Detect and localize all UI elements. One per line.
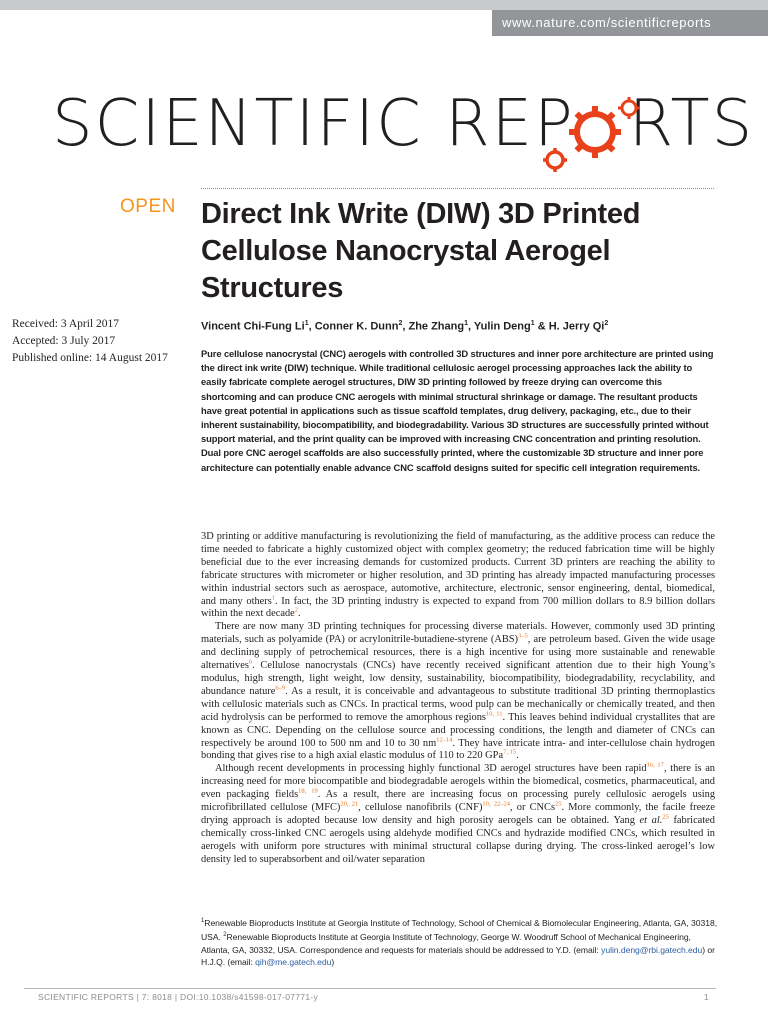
top-bar xyxy=(0,0,768,10)
citation-link[interactable]: 10, 22–24 xyxy=(482,800,511,808)
author-name[interactable]: H. Jerry Qi xyxy=(548,320,605,333)
citation-link[interactable]: 6–9 xyxy=(275,684,286,692)
body-paragraph: Although recent developments in processing highly functional 3D aerogel structures have been rapid$^{16, 17}$, there is an increasing need for more biocompatible and biodegradable aerogels within the biomedical, cosmetics, pharmaceutical, and even packaging fields$^{18, 19}$. As a result, there are increasing focus on processing purely cellulosic aerogels using microfibrillated cellulose (MFC)$^{20, 21}$, cellulose nanofibrils (CNF)$^{10, 22-24}$, or CNCs$^{25}$. More commonly, the facile freeze drying approach is adopted because low density and high porosity aerogels can be obtained. Yang et al.$^{25}$ fabricated chemically cross-linked CNC aerogels using aldehyde modified CNCs and hydrazide modified CNCs, which resulted in aerogels with uniform pore structures with minimal structural collapse during drying. The cross-linked aerogel’s low density led to superabsorbent and oil/water separation xyxy=(201,761,716,865)
email-link[interactable]: yulin.deng@rbi.gatech.edu xyxy=(601,944,703,955)
email-link[interactable]: qih@me.gatech.edu xyxy=(255,957,332,968)
author-affiliation-mark: 2 xyxy=(604,320,609,327)
footer-divider xyxy=(24,988,716,989)
gear-logo-icon xyxy=(535,92,655,174)
title-divider xyxy=(201,188,714,189)
citation-link[interactable]: 1 xyxy=(271,594,276,602)
article-dates xyxy=(12,316,168,367)
citation-link[interactable]: 10, 11 xyxy=(485,710,503,718)
body-paragraph: 3D printing or additive manufacturing is revolutionizing the field of manufacturing, as the additive process can reduce the time needed to fabricate a highly customized object with complex geometry; the reduced fabrication time will be highly beneficial due to the ever increasing demands for customized products. Current 3D printers are reaching the ability to fabricate structures with micrometer or higher resolution, and 3D printing has already impacted manufacturing processes within industrial sectors such as aerospace, automotive, architecture, electronic, sensor engineering, dental, biomedical, and many others$^1$. In fact, the 3D printing industry is expected to expand from 700 million dollars to 8.9 billion dollars within the next decade$^2$. xyxy=(201,531,715,620)
article-title: Direct Ink Write (DIW) 3D Printed Cellulose Nanocrystal Aerogel Structures xyxy=(201,198,641,304)
affiliations: $^1$Renewable Bioproducts Institute at Georgia Institute of Technology, School of Chemical & Biomolecular Engineering, Atlanta, GA, 30318, USA. $^2$Renewable Bioproducts Institute at Georgia Institute of Technology, George W. Woodruff School of Mechanical Engineering, Atlanta, GA, 30332, USA. Correspondence and requests for materials should be addressed to Y.D. (email: yulin.deng@rbi.gatech.edu) or H.J.Q. (email: qih@me.gatech.edu) xyxy=(201,917,718,968)
citation-link[interactable]: 16, 17 xyxy=(646,761,664,769)
citation-link[interactable]: 25 xyxy=(555,800,562,808)
journal-url[interactable]: www.nature.com/scientificreports xyxy=(492,10,768,36)
footer-citation xyxy=(38,992,318,1002)
author-name[interactable]: Zhe Zhang xyxy=(408,320,465,333)
citation-link[interactable]: 25 xyxy=(662,813,669,821)
received-date: Received: 3 April 2017 xyxy=(12,318,119,330)
citation-link[interactable]: 6 xyxy=(248,658,253,666)
abstract: Pure cellulose nanocrystal (CNC) aerogels with controlled 3D structures and inner pore architecture are printed using the direct ink write (DIW) technique. While traditional cellulosic aerogel processing approaches lack the ability to easily fabricate complete aerogel structures, DIW 3D printing followed by freeze drying can overcome this shortcoming and can produce CNC aerogels with minimal structural shrinkage or damage. The resultant products have great potential in applications such as tissue scaffold templates, drug delivery, packaging, etc., due to their inherent sustainability, biocompatibility, and biodegradability. Various 3D structures are successfully printed without support material, and the print quality can be improved with increasing CNC concentration and printing resolution. Dual pore CNC aerogel scaffolds are also successfully printed, where the customizable 3D structure and inner pore architecture can potentially enable advance CNC scaffold designs suited for specific cell integration requirements. xyxy=(201,348,714,473)
masthead-left-text: SCIENTIFIC REP xyxy=(52,87,575,161)
author-name[interactable]: Vincent Chi-Fung Li xyxy=(201,320,305,333)
author-list: Vincent Chi-Fung Li$^1$, Conner K. Dunn$^2$, Zhe Zhang$^1$, Yulin Deng$^1$ & H. Jerry Qi$^2$ xyxy=(201,320,609,333)
article-body xyxy=(201,531,715,867)
accepted-date: Accepted: 3 July 2017 xyxy=(12,335,116,347)
footer-doi[interactable]: | 7: 8018 | DOI:10.1038/s41598-017-07771-y xyxy=(133,992,319,1002)
citation-link[interactable]: 7, 15 xyxy=(503,748,517,756)
citation-link[interactable]: 18, 19 xyxy=(298,787,318,795)
citation-link[interactable]: 12–14 xyxy=(436,736,453,744)
citation-link[interactable]: 2 xyxy=(294,606,299,614)
author-affiliation-mark: 1 xyxy=(304,320,309,327)
published-date: Published online: 14 August 2017 xyxy=(12,352,168,364)
footer-journal: SCIENTIFIC REPORTS xyxy=(38,992,134,1002)
citation-link[interactable]: 20, 21 xyxy=(340,800,359,808)
body-paragraph: There are now many 3D printing techniques for processing diverse materials. However, commonly used 3D printing materials, such as polyamide (PA) or acrylonitrile-butadiene-styrene (ABS)$^{3-5}$, are petroleum based. Given the wide usage and declining supply of petrochemical resources, there is a high incentive for using more sustainable and renewable alternatives$^6$. Cellulose nanocrystals (CNCs) have recently received significant attention due to their high Young’s modulus, high strength, light weight, low density, sustainability, biocompatibility, biodegradability, recyclability, and abundance nature$^{6-9}$. As a result, it is conceivable and advantageous to substitute traditional 3D printing thermoplastics with cellulosic materials such as CNCs. In practical terms, wood pulp can be mechanically or chemically treated, and then acid hydrolysis can be performed to remove the amorphous regions$^{10, 11}$. This leaves behind individual crystallites that are known as CNC. Depending on the cellulose source and processing conditions, the length and diameter of CNCs can respectively be around 100 to 500 nm and 10 to 30 $nm^{12-14}$. They have intricate intra- and inter-cellulose chain hydrogen bonding that gives rise to a high axial elastic modulus of 110 to 220 GPa$^{7, 15}$. xyxy=(201,621,716,762)
masthead-right-text: RTS xyxy=(628,87,755,161)
author-affiliation-mark: 1 xyxy=(464,320,468,327)
et-al: et al. xyxy=(639,814,663,826)
citation-link[interactable]: 3–5 xyxy=(518,632,528,640)
author-name[interactable]: Conner K. Dunn xyxy=(314,320,399,333)
author-name[interactable]: Yulin Deng xyxy=(473,320,531,333)
page-number: 1 xyxy=(704,992,709,1002)
author-affiliation-mark: 1 xyxy=(530,320,535,327)
author-affiliation-mark: 2 xyxy=(398,320,403,327)
open-access-label: OPEN xyxy=(120,196,176,217)
